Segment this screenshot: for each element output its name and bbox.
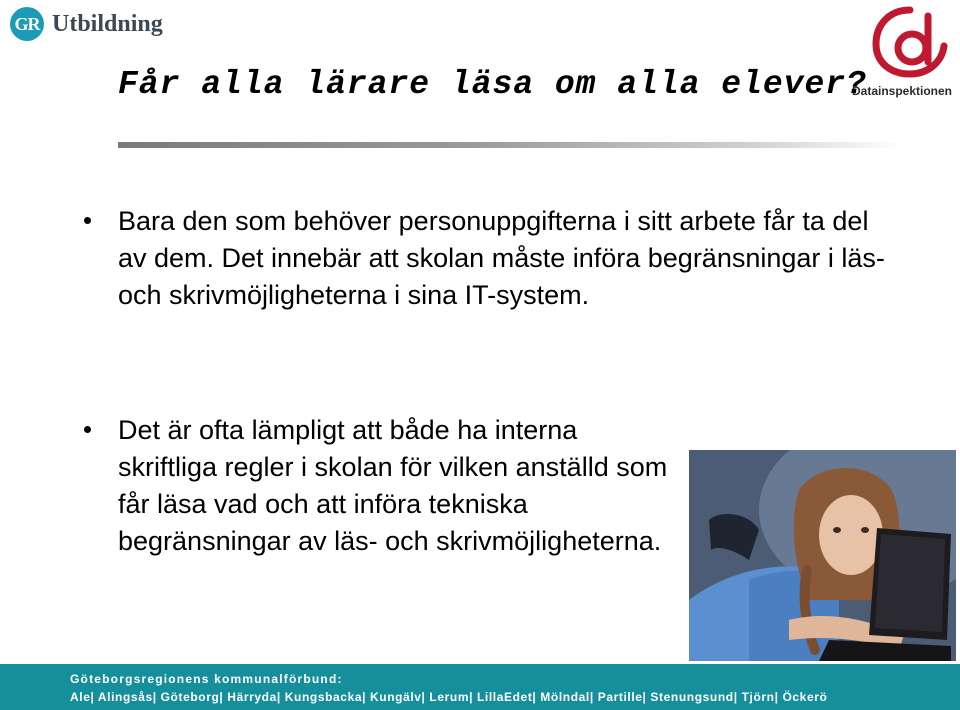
footer-municipalities: Ale| Alingsås| Göteborg| Härryda| Kungsbacka| Kungälv| Lerum| LillaEdet| Mölndal| Partille| Stenungsund| Tjörn| Öckerö [70,690,828,704]
bullet-dot-icon [84,217,91,224]
gr-logo-mark: GR [10,7,44,41]
datainspektionen-logo-mark-icon [872,6,948,78]
student-laptop-illustration [689,450,956,661]
title-divider [118,142,903,148]
student-with-laptop-photo [689,450,956,661]
gr-logo-text: Utbildning [52,10,163,37]
bullet-dot-icon [84,426,91,433]
bullet-text: Det är ofta lämpligt att både ha interna skriftliga regler i skolan för vilken anställd som får läsa vad och att införa tekniska begränsningar av läs- och skrivmöjligheterna. [118,415,668,556]
footer-band [0,664,960,710]
footer-organization: Göteborgsregionens kommunalförbund: [70,672,343,686]
datainspektionen-logo-text: Datainspektionen [851,84,953,98]
gr-utbildning-logo [10,4,163,44]
slide-title: Får alla lärare läsa om alla elever? [118,66,867,103]
bullet-text: Bara den som behöver personuppgifterna i sitt arbete får ta del av dem. Det innebär att skolan måste införa begränsningar i läs- och skrivmöjligheterna i sina IT-system. [118,206,885,310]
